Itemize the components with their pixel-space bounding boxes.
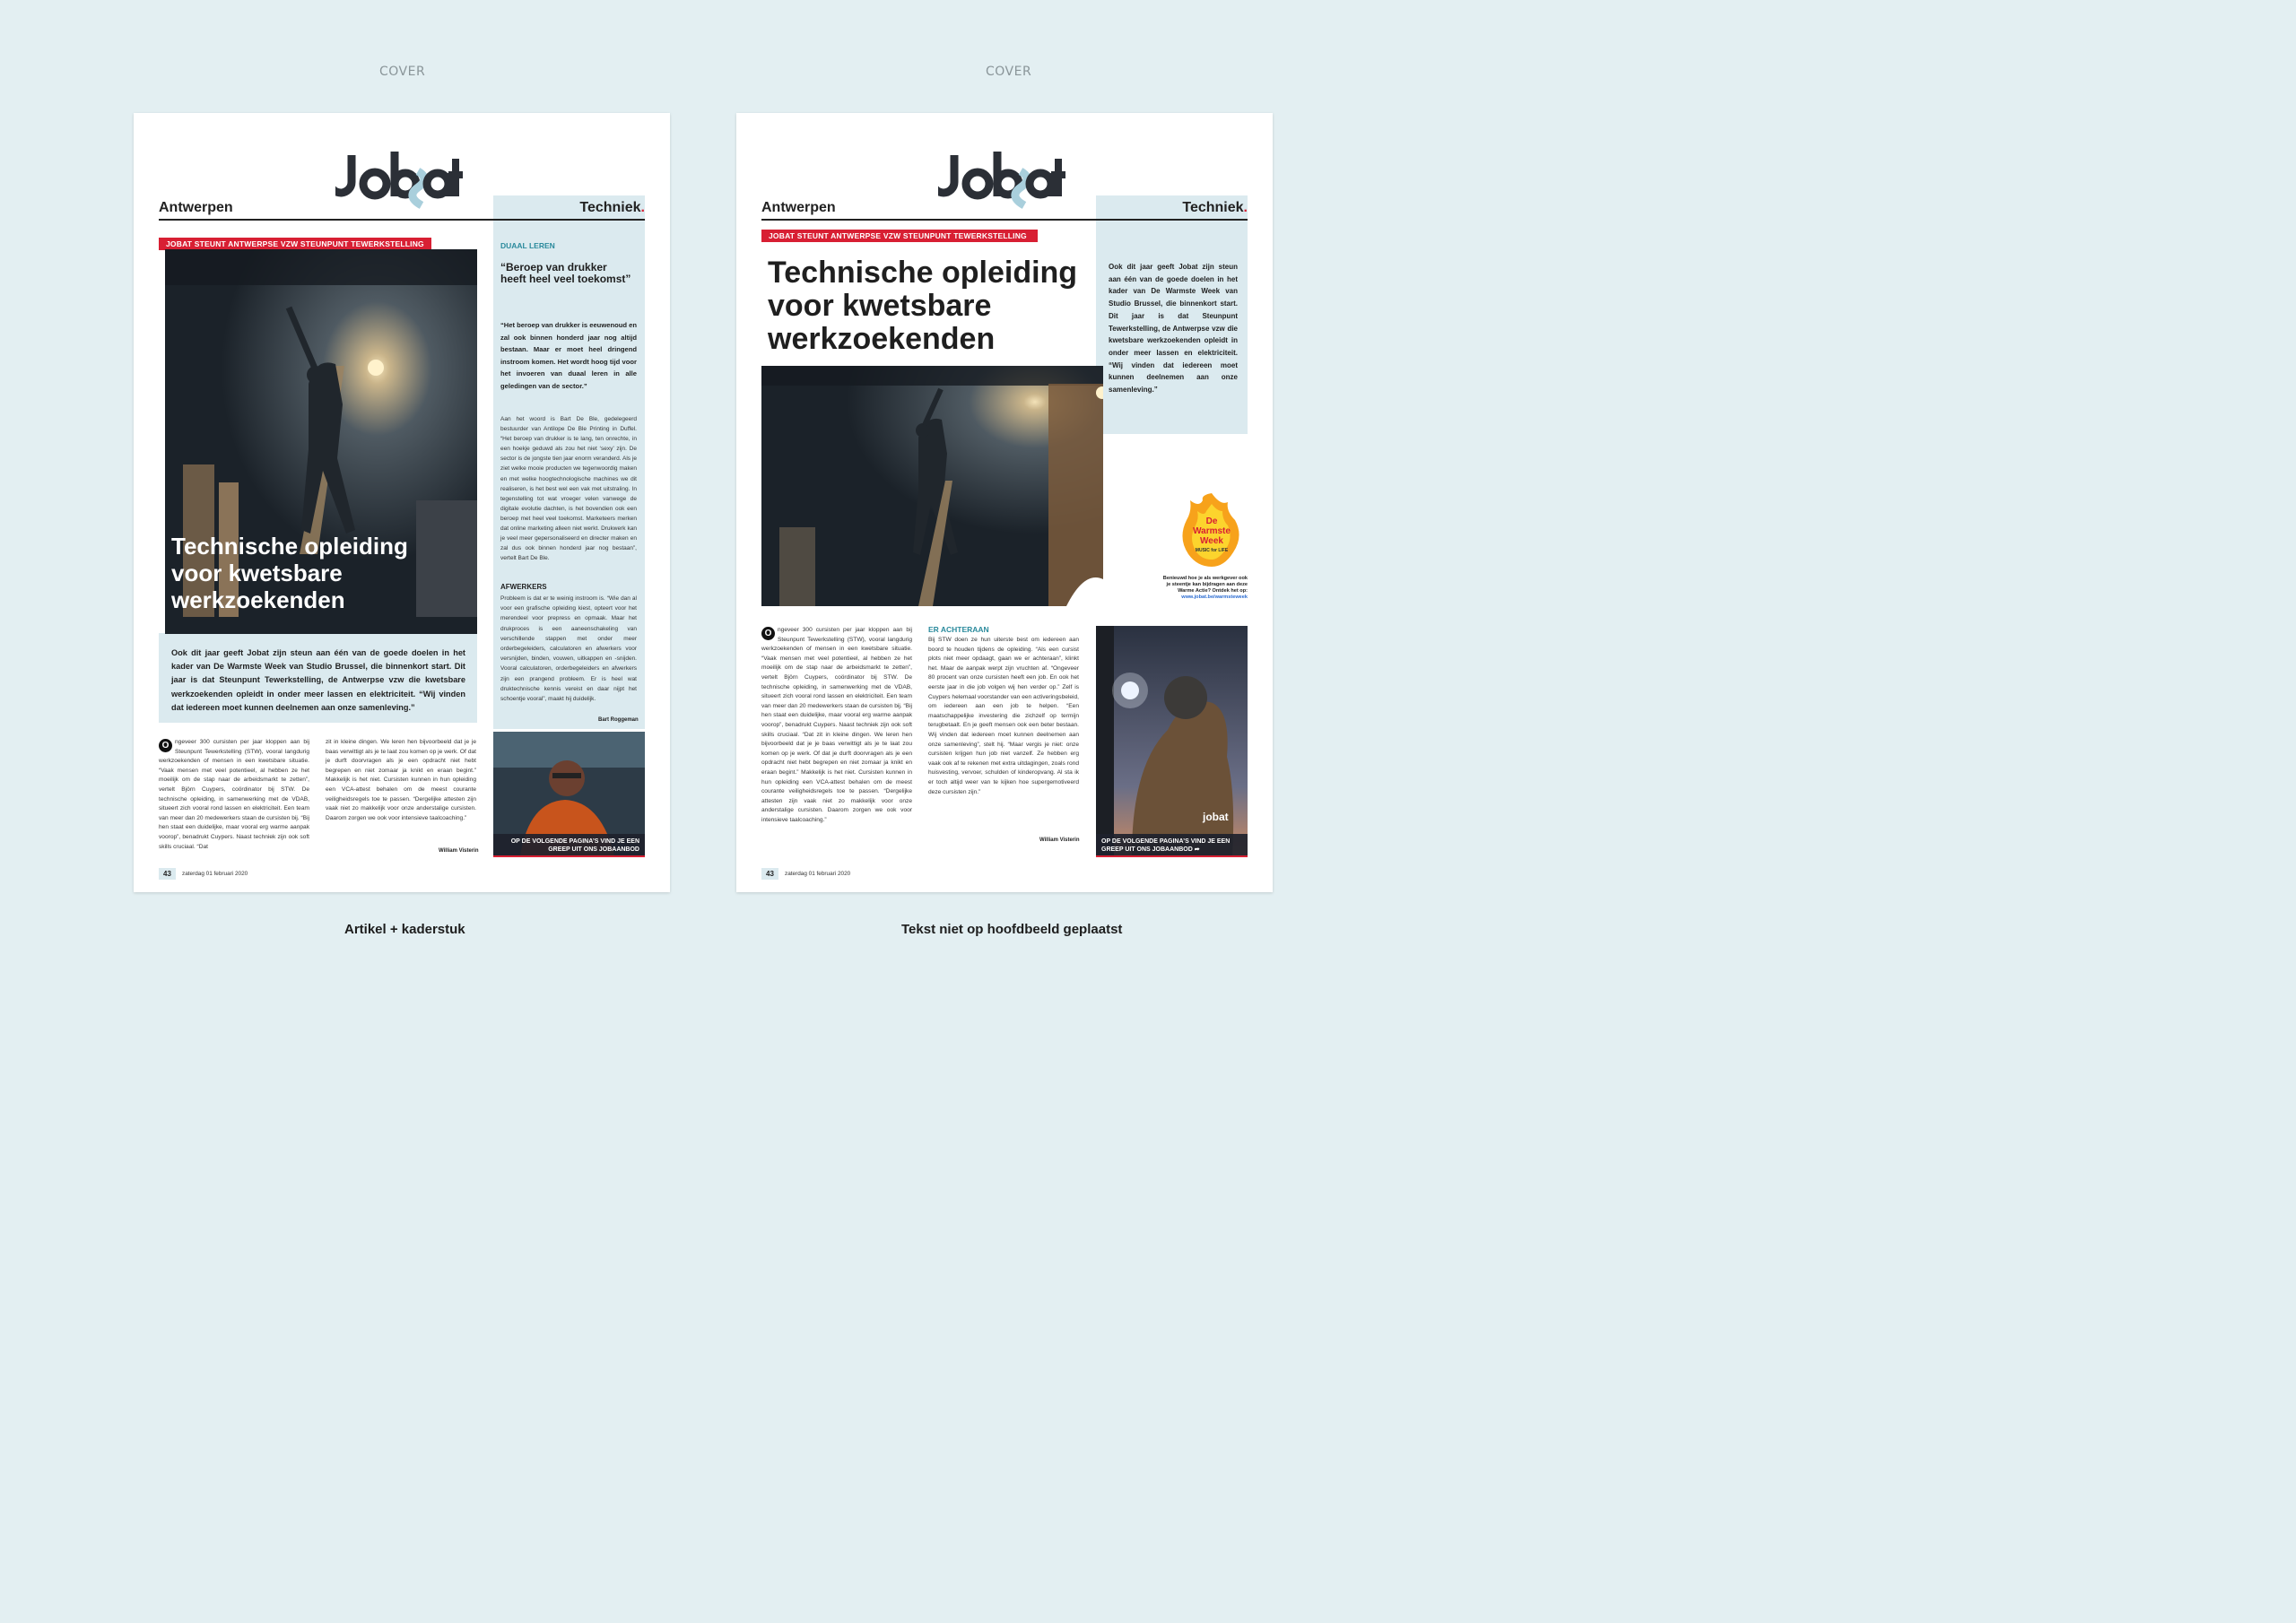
page-number: 43 [159, 868, 176, 880]
warmste-week-note: Benieuwd hoe je als werkgever ook je steentje kan bijdragen aan deze Warme Actie? Ontdek het op: www.jobat.be/warmsteweek [1162, 576, 1248, 600]
header-rule [761, 219, 1248, 221]
sidebar-byline: Bart Roggeman [598, 717, 639, 723]
warmste-week-line1: De [1205, 516, 1218, 526]
article-title: Technische opleiding voor kwetsbare werkzoekenden [768, 256, 1078, 356]
teaser-bar[interactable]: OP DE VOLGENDE PAGINA’S VIND JE EEN GREEP UIT ONS JOBAANBOD ➦ [1096, 834, 1248, 857]
caption-right: Tekst niet op hoofdbeeld geplaatst [901, 922, 1123, 937]
section-label: Techniek. [579, 200, 645, 215]
dropcap: O [159, 739, 172, 752]
article-column-2: zit in kleine dingen. We leren hen bijvoorbeeld dat je je baas verwittigt als je te laat zou komen op je werk. Of dat je durft doorvragen als je een opdracht niet hebt begrepen en niet zomaar ja knikt en eraan begint.” Makkelijk is het niet. Cursisten kunnen in hun opleiding een VCA-attest behalen om de meest courante veiligheidsregels toe te passen. “Dergelijke attesten zijn vaak niet zo makkelijk voor onze anderstalige cursisten. Daarom zorgen we ook voor intensieve taalcoaching.” [326, 739, 476, 821]
article-column-2: Bij STW doen ze hun uiterste best om iedereen aan boord te houden tijdens de opleiding. “Als een cursist plots niet meer opdaagt, gaan we er achteraan”, klinkt het. Maar de aanpak werpt zijn vruchten af. “Ongeveer 80 procent van onze cursisten heeft een job. En ook het eerste jaar in die job volgen wij hen verder op.” Zelf is Cuypers helemaal voorstander van een activeringsbeleid, om iedereen aan een job te helpen. “Een maatschappelijke investering die zichzelf op termijn terugbetaalt. En je geeft mensen ook een beter bestaan. Wij vinden dat iedereen moet kunnen deelnemen aan onze samenleving”, stelt hij. “Maar vergis je niet: onze cursisten krijgen hun job niet vanzelf. Ze hebben erg vaak ook af te rekenen met extra uitdagingen, zoals rond huisvesting, vervoer, schulden of kinderopvang. Al sta ik er toch altijd weer van te kijken hoe supergemotiveerd deze cursisten zijn.” [928, 637, 1079, 795]
newspaper-page-text-not-on-image [736, 113, 1273, 892]
article-column-1: O ngeveer 300 cursisten per jaar kloppen aan bij Steunpunt Tewerkstelling (STW), vooral langdurig werkzoekenden of mensen in een kwetsbare situatie. “Vaak mensen met veel potentieel, al hebben ze het moeilijk om de stap naar de arbeidsmarkt te zetten”, vertelt Björn Cuypers, coördinator bij STW. De technische opleiding, in samenwerking met de VDAB, situeert zich vooral rond lassen en elektriciteit. Een team van meer dan 20 medewerkers staan de cursisten bij. “Bij hen staat een duidelijke, maar vooral erg warme aanpak voorop”, benadrukt Cuypers. Naast techniek zijn ook soft skills cruciaal. “Dat zit in kleine dingen. We leren hen bijvoorbeeld dat je je baas verwittigt als je te laat zou komen op je werk. Of dat je durft doorvragen als je een opdracht niet hebt begrepen en niet zomaar ja knikt en eraan begint.” Makkelijk is het niet. Cursisten kunnen in hun opleiding een VCA-attest behalen om de meest courante veiligheidsregels toe te passen. “Dergelijke attesten zijn vaak niet zo makkelijk voor onze anderstalige cursisten. Daarom zorgen we ook voor intensieve taalcoaching.” [761, 627, 912, 823]
dropcap: O [761, 627, 775, 640]
region-label: Antwerpen [159, 200, 233, 215]
jobat-logo [938, 146, 1073, 209]
article-byline: William Visterin [1039, 838, 1080, 843]
article-tag: JOBAT STEUNT ANTWERPSE VZW STEUNPUNT TEWERKSTELLING [159, 238, 431, 250]
sidebar-kicker: DUAAL LEREN [500, 241, 555, 250]
teaser-jobat-logo: jobat [1203, 811, 1229, 823]
warmste-week-line3: Week [1200, 536, 1223, 546]
article-tag: JOBAT STEUNT ANTWERPSE VZW STEUNPUNT TEWERKSTELLING [761, 230, 1038, 242]
er-achteraan-kicker: ER ACHTERAAN [928, 625, 989, 634]
arrow-icon: ➦ [1194, 846, 1200, 853]
jobat-logo [335, 146, 470, 209]
article-column-1: O ngeveer 300 cursisten per jaar kloppen aan bij Steunpunt Tewerkstelling (STW), vooral langdurig werkzoekenden of mensen in een kwetsbare situatie. “Vaak mensen met veel potentieel, al hebben ze het moeilijk om de stap naar de arbeidsmarkt te zetten”, vertelt Björn Cuypers, coördinator bij STW. De technische opleiding, in samenwerking met de VDAB, situeert zich vooral rond lassen en elektriciteit. Een team van meer dan 20 medewerkers staan de cursisten bij. “Bij hen staat een duidelijke, maar vooral erg warme aanpak voorop”, benadrukt Cuypers. Naast techniek zijn ook soft skills cruciaal. “Dat [159, 739, 309, 850]
newspaper-page-article-with-sidebar [134, 113, 670, 892]
sidebar-body-2: Probleem is dat er te weinig instroom is. “Wie dan al voor een grafische opleiding kiest, opteert voor het merendeel voor prepress en opmaak. Maar het drukproces is een aaneenschakeling van verschillende stappen met onder meer orderbegeleiders, calculatoren en afwerkers voor versnijden, binden, vouwen, uitkappen en -snijden. Vooral calculatoren, orderbegeleiders en afwerkers zijn een prangend probleem. Er is heel wat druktechnische kennis vereist en daar nijpt het schoentje vooral”, maakt hij duidelijk. [500, 595, 637, 703]
cover-label-left: COVER [379, 65, 426, 79]
issue-date: zaterdag 01 februari 2020 [182, 871, 248, 877]
article-intro: Ook dit jaar geeft Jobat zijn steun aan één van de goede doelen in het kader van De Warmste Week van Studio Brussel, die binnenkort start. Dit jaar is dat Steunpunt Tewerkstelling, de Antwerpse vzw die kwetsbare werkzoekenden opleidt in onder meer lassen en elektriciteit. “Wij vinden dat iedereen moet kunnen deelnemen aan onze samenleving.” [171, 648, 465, 712]
page-number: 43 [761, 868, 778, 880]
header-rule [159, 219, 645, 221]
region-label: Antwerpen [761, 200, 836, 215]
article-byline: William Visterin [439, 848, 479, 854]
warmste-week-flame-logo [1179, 491, 1244, 567]
warmste-week-line4: MUSIC for LIFE [1195, 548, 1229, 553]
sidebar-subhead: AFWERKERS [500, 583, 547, 591]
sidebar-body: Aan het woord is Bart De Ble, gedelegeerd bestuurder van Antilope De Ble Printing in Duffel. “Het beroep van drukker is te lang, ten onrechte, in een hoekje geduwd als zou het niet ‘sexy’ zijn. De sector is de jongste tien jaar enorm veranderd. Als je ziet welke mooie producten we tegenwoordig maken en met welke hoogtechnologische machines we dit realiseren, is het best wel een vak met uitstraling. In tegenstelling tot wat vroeger velen vanwege de digitale evolutie dachten, is het bovendien ook een beroep met heel veel toekomst. Marketeers merken dat online marketing alleen niet werkt. Drukwerk kan je veel meer gepersonaliseerd en directer maken en zal dus ook binnen honderd jaar nog bestaan”, vertelt Bart De Ble. [500, 416, 637, 562]
caption-left: Artikel + kaderstuk [344, 922, 465, 937]
main-photo-electrician [761, 366, 1103, 606]
section-label: Techniek. [1182, 200, 1248, 215]
sidebar-quote-body: “Het beroep van drukker is eeuwenoud en zal ook binnen honderd jaar nog altijd bestaan. Maar er moet heel dringend instroom komen. Het wordt hoog tijd voor het invoeren van duaal leren in alle geledingen van de sector.” [500, 321, 637, 390]
warmste-week-link[interactable]: www.jobat.be/warmsteweek [1181, 595, 1248, 600]
teaser-bar[interactable]: OP DE VOLGENDE PAGINA’S VIND JE EEN GREEP UIT ONS JOBAANBOD [493, 834, 645, 857]
issue-date: zaterdag 01 februari 2020 [785, 871, 851, 877]
sidebar-quote-heading: “Beroep van drukker heeft heel veel toekomst” [500, 261, 631, 285]
overlay-article-title: Technische opleiding voor kwetsbare werkzoekenden [171, 533, 408, 613]
cover-label-right: COVER [986, 65, 1032, 79]
warmste-week-line2: Warmste [1193, 526, 1231, 536]
sidebar-intro: Ook dit jaar geeft Jobat zijn steun aan één van de goede doelen in het kader van De Warmste Week van Studio Brussel, die binnenkort start. Dit jaar is dat Steunpunt Tewerkstelling, de Antwerpse vzw die kwetsbare werkzoekenden opleidt in onder meer lassen en elektriciteit. “Wij vinden dat iedereen moet kunnen deelnemen aan onze samenleving.” [1109, 263, 1238, 395]
